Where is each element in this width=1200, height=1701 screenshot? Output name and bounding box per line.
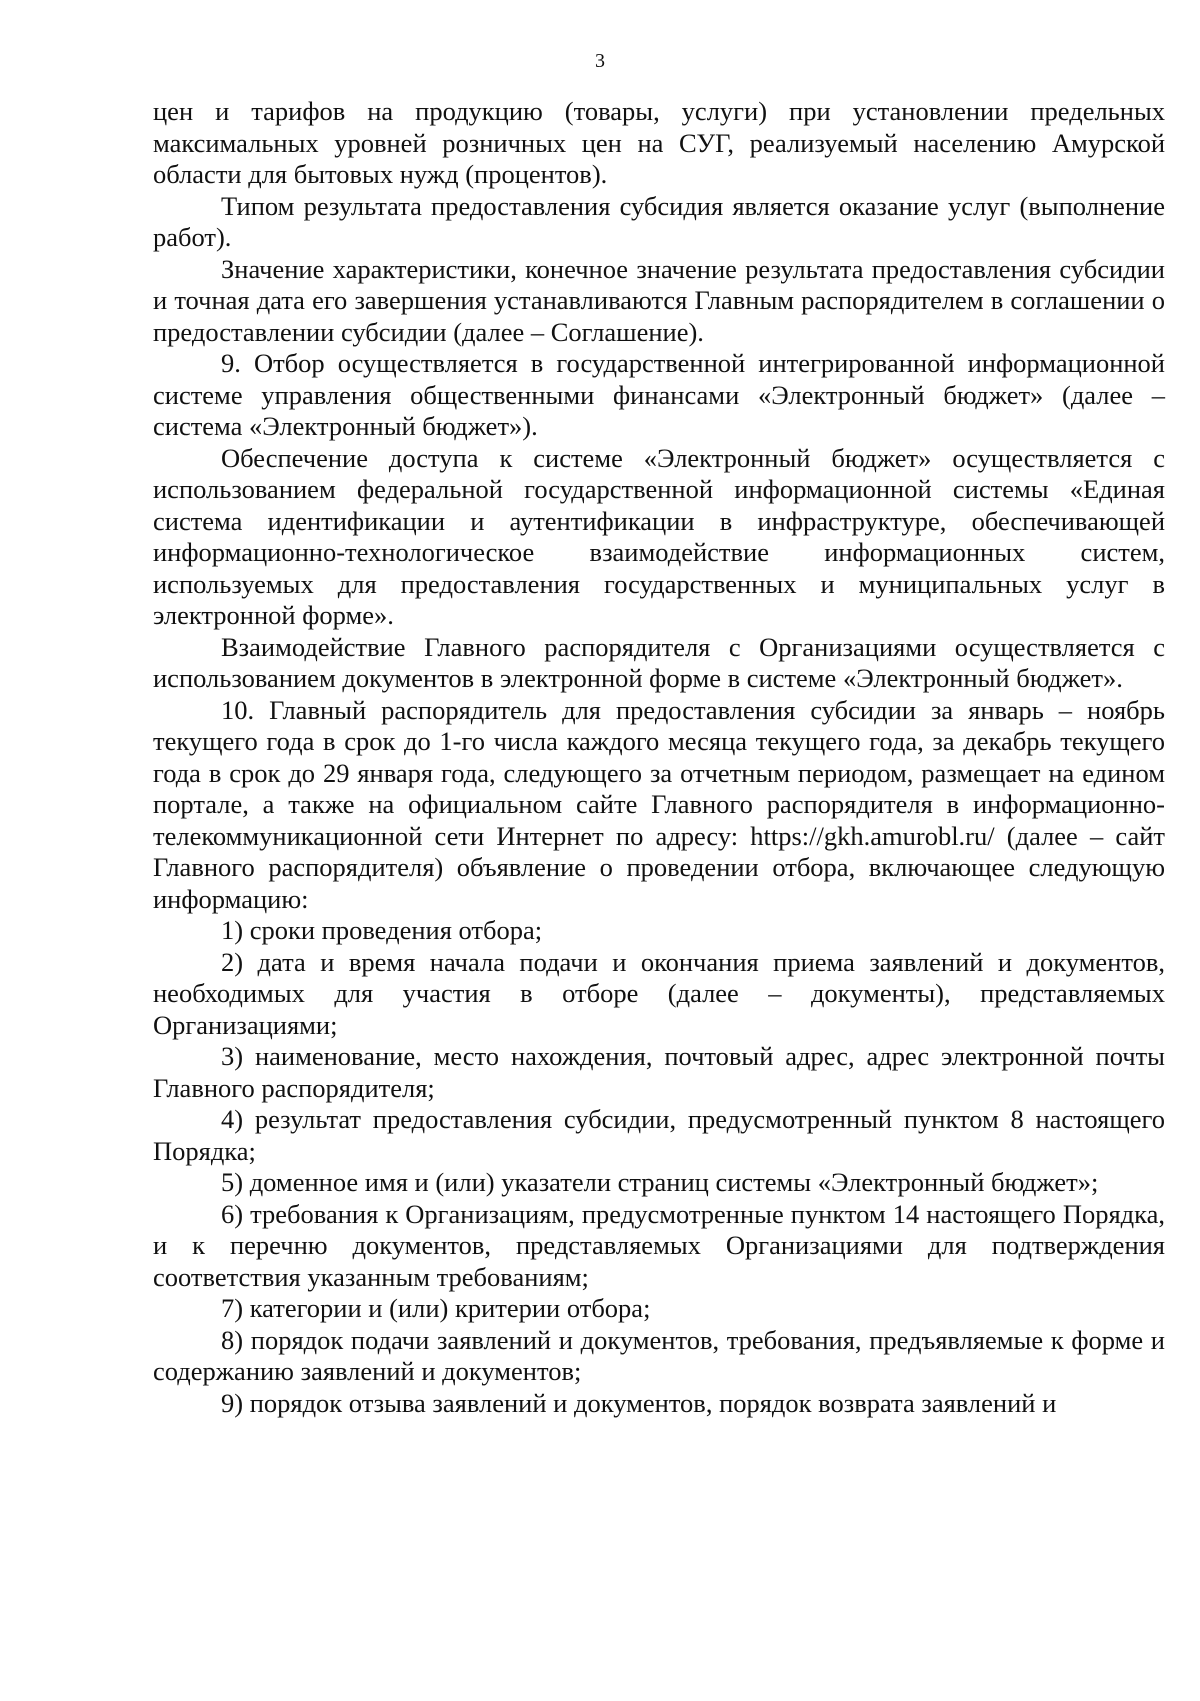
paragraph-interaction: Взаимодействие Главного распорядителя с Организациями осуществляется с использованием документов в электронной форме в системе «Электронный бюджет». bbox=[153, 631, 1165, 693]
list-item-5: 5) доменное имя и (или) указатели страниц системы «Электронный бюджет»; bbox=[221, 1167, 1099, 1197]
list-item-8: 8) порядок подачи заявлений и документов, требования, предъявляемые к форме и содержанию заявлений и документов; bbox=[153, 1324, 1165, 1386]
document-body bbox=[153, 96, 1165, 1419]
list-item-7: 7) категории и (или) критерии отбора; bbox=[221, 1293, 651, 1323]
list-item-9: 9) порядок отзыва заявлений и документов, порядок возврата заявлений и bbox=[221, 1387, 1057, 1418]
paragraph-result-type: Типом результата предоставления субсидия является оказание услуг (выполнение работ). bbox=[153, 190, 1165, 252]
paragraph-item-10: 10. Главный распорядитель для предоставления субсидии за январь – ноябрь текущего года в срок до 1-го числа каждого месяца текущего года, за декабрь текущего года в срок до 29 января года, следующего за отчетным периодом, размещает на едином портале, а также на официальном сайте Главного распорядителя в информационно-телекоммуникационной сети Интернет по адресу: https://gkh.amurobl.ru/ (далее – сайт Главного распорядителя) объявление о проведении отбора, включающее следующую информацию: bbox=[153, 694, 1165, 914]
paragraph-continuation: цен и тарифов на продукцию (товары, услуги) при установлении предельных максимальных уровней розничных цен на СУГ, реализуемый населению Амурской области для бытовых нужд (процентов). bbox=[153, 96, 1165, 189]
list-item-4: 4) результат предоставления субсидии, предусмотренный пунктом 8 настоящего Порядка; bbox=[153, 1104, 1165, 1166]
page-number: 3 bbox=[595, 50, 605, 72]
list-item-1: 1) сроки проведения отбора; bbox=[221, 915, 543, 945]
list-item-2: 2) дата и время начала подачи и окончания приема заявлений и документов, необходимых для участия в отборе (далее – документы), представляемых Организациями; bbox=[153, 946, 1165, 1040]
paragraph-item-9: 9. Отбор осуществляется в государственной интегрированной информационной системе управления общественными финансами «Электронный бюджет» (далее – система «Электронный бюджет»). bbox=[153, 348, 1165, 441]
paragraph-access: Обеспечение доступа к системе «Электронный бюджет» осуществляется с использованием федеральной государственной информационной системы «Единая система идентификации и аутентификации в инфраструктуре, обеспечивающей информационно-технологическое взаимодействие информационных систем, используемых для предоставления государственных и муниципальных услуг в электронной форме». bbox=[153, 442, 1165, 630]
list-item-6: 6) требования к Организациям, предусмотренные пунктом 14 настоящего Порядка, и к перечню документов, представляемых Организациями для подтверждения соответствия указанным требованиям; bbox=[153, 1198, 1165, 1292]
list-item-3: 3) наименование, место нахождения, почтовый адрес, адрес электронной почты Главного распорядителя; bbox=[153, 1041, 1165, 1103]
paragraph-characteristic-value: Значение характеристики, конечное значение результата предоставления субсидии и точная дата его завершения устанавливаются Главным распорядителем в соглашении о предоставлении субсидии (далее – Соглашение). bbox=[153, 253, 1165, 347]
